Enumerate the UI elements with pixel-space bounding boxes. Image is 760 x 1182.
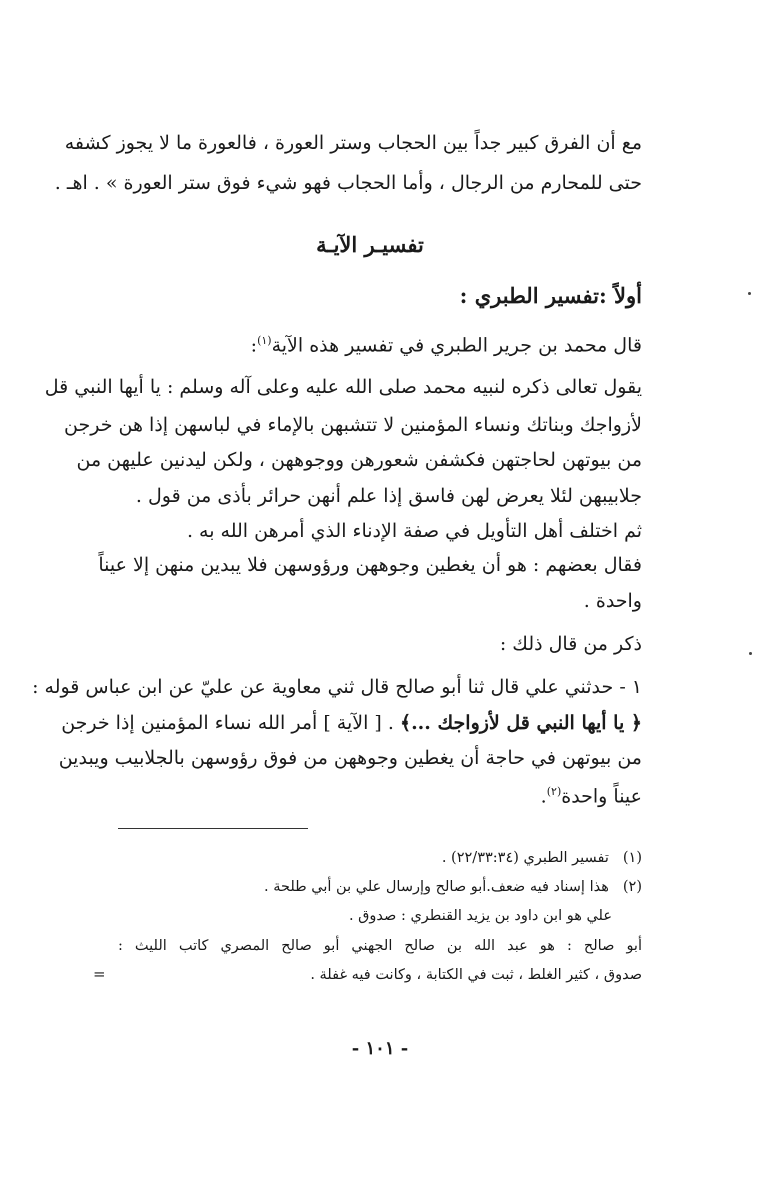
footnote-ref-1: (١) — [257, 334, 272, 347]
narration-line-2-rest: . [ الآية ] أمر الله نساء المؤمنين إذا خرجن — [61, 712, 400, 734]
quote-intro — [138, 326, 642, 360]
subheading: أولاً :تفسير الطبري : — [459, 283, 642, 308]
tabari-line-1: يقول تعالى ذكره لنبيه محمد صلى الله عليه وعلى آله وسلم : يا أيها النبي قل — [44, 376, 642, 398]
disagreement-line: ثم اختلف أهل التأويل في صفة الإدناء الذي أمرهن الله به . — [186, 520, 642, 542]
narration-line-4 — [118, 777, 642, 811]
section-title: تفسيـر الآيـة — [316, 232, 424, 257]
footnote-1-text: تفسير الطبري (٢٢/٣٣:٣٤) . — [441, 850, 609, 866]
quran-verse: ﴿ يا أيها النبي قل لأزواجك ...﴾ — [399, 712, 642, 734]
some-said-line-1: فقال بعضهم : هو أن يغطين وجوههن ورؤوسهن فلا يبدين منهن إلا عيناً — [98, 554, 642, 576]
footnote-2 — [118, 874, 642, 900]
scan-speck — [748, 292, 751, 295]
intro-line-1: مع أن الفرق كبير جداً بين الحجاب وستر العورة ، فالعورة ما لا يجوز كشفه — [64, 132, 642, 154]
footnote-2-line-2: علي هو ابن داود بن يزيد القنطري : صدوق . — [348, 908, 612, 924]
footnote-1-number: (١) — [622, 850, 642, 866]
narration-line-3: من بيوتهن في حاجة أن يغطين وجوههن من فوق رؤوسهن بالجلابيب ويبدين — [58, 747, 642, 769]
scan-speck — [749, 652, 752, 655]
quote-intro-colon: : — [250, 334, 258, 357]
footnote-ref-2: (٢) — [546, 785, 562, 798]
footnote-2-line-3: أبو صالح : هو عبد الله بن صالح الجهني أبو صالح المصري كاتب الليث : — [118, 938, 642, 954]
intro-line-2: حتى للمحارم من الرجال ، وأما الحجاب فهو شيء فوق ستر العورة » . اهـ . — [54, 172, 642, 194]
narration-line-2 — [61, 708, 642, 738]
tabari-line-2: لأزواجك وبناتك ونساء المؤمنين لا تتشبهن بالإماء في لباسهن إذا هن خرجن — [64, 414, 642, 436]
tabari-line-4: جلابيبهن لئلا يعرض لهن فاسق إذا علم أنهن حرائر بأذى من قول . — [135, 485, 642, 507]
narration-line-1: ١ - حدثني علي قال ثنا أبو صالح قال ثني معاوية عن عليّ عن ابن عباس قوله : — [32, 676, 642, 698]
some-said-line-2: واحدة . — [583, 590, 642, 612]
narration-line-4-text: عيناً واحدة — [561, 785, 642, 808]
footnote-separator — [118, 828, 308, 829]
footnote-2-text: هذا إسناد فيه ضعف.أبو صالح وإرسال علي بن أبي طلحة . — [264, 879, 609, 895]
footnote-1 — [118, 845, 642, 871]
page-number: - ١٠١ - — [351, 1038, 409, 1059]
mention-line: ذكر من قال ذلك : — [499, 633, 642, 655]
narration-line-4-end: . — [540, 785, 547, 808]
footnote-2-number: (٢) — [622, 879, 642, 895]
continuation-mark: = — [93, 965, 106, 983]
footnote-2-line-4: صدوق ، كثير الغلط ، ثبت في الكتابة ، وكانت فيه غفلة . — [310, 967, 642, 983]
tabari-line-3: من بيوتهن لحاجتهن فكشفن شعورهن ووجوههن ، ولكن ليدنين عليهن من — [76, 449, 642, 471]
quote-intro-text: قال محمد بن جرير الطبري في تفسير هذه الآية — [271, 334, 642, 357]
